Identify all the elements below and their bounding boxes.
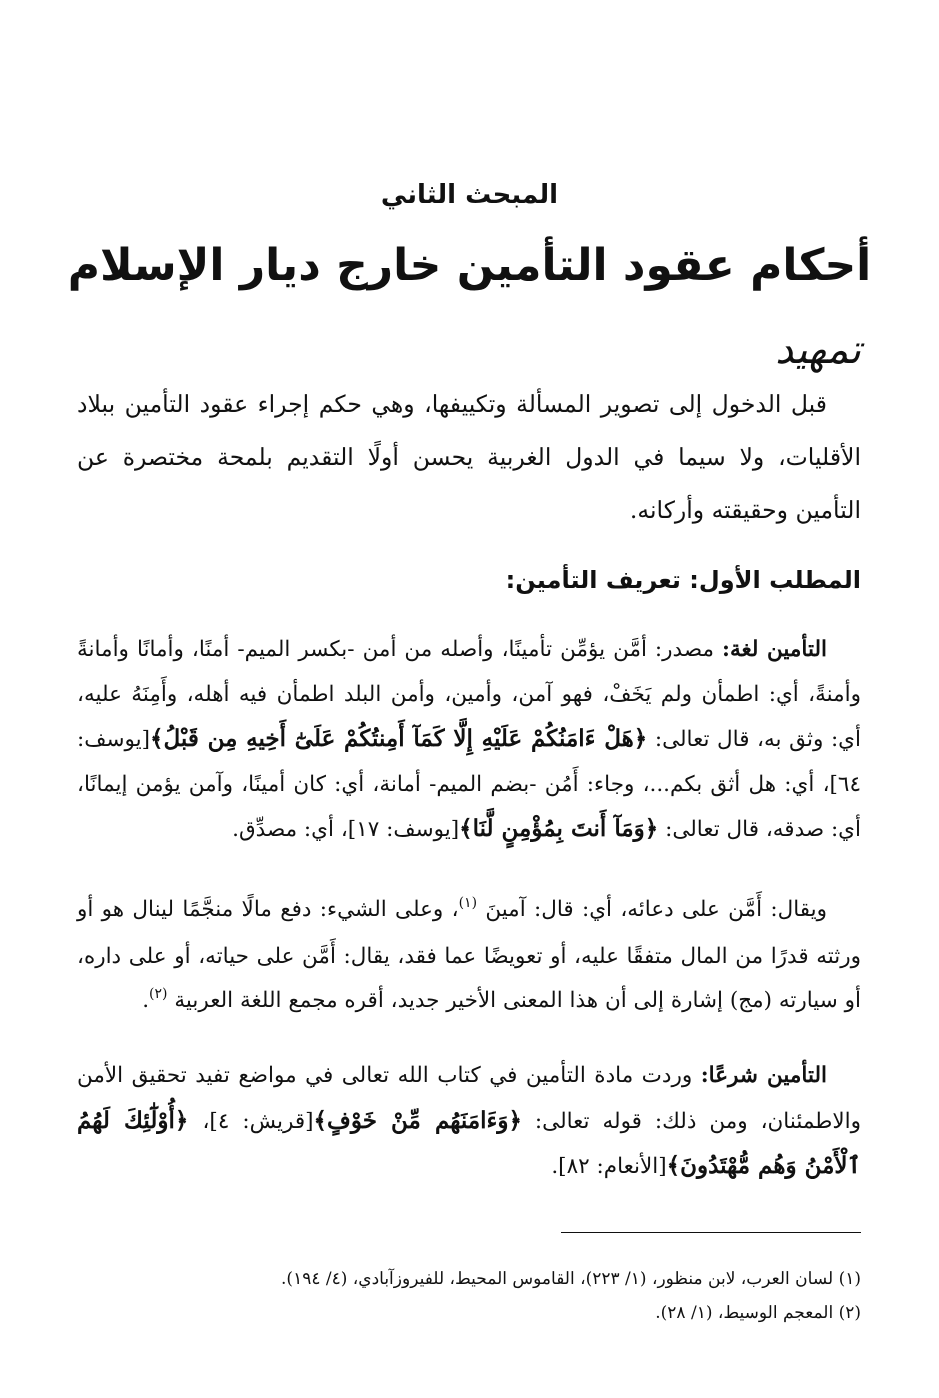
verse-reference: [الأنعام: ٨٢]. (551, 1154, 667, 1179)
footnotes (77, 1262, 861, 1330)
quran-verse: ﴿وَءَامَنَهُم مِّنْ خَوْفٍ﴾ (313, 1106, 522, 1134)
footnote-marker: (٢) (149, 986, 168, 1002)
footnote-marker: (١) (458, 895, 478, 911)
footnote-divider (561, 1232, 861, 1233)
paragraph-text: وردت مادة التأمين في كتاب الله تعالى في مواضع تفيد تحقيق الأمن والاطمئنان، ومن ذلك: قوله تعالى: (77, 1063, 861, 1134)
sharia-definition-paragraph (77, 1054, 861, 1190)
quran-verse: ﴿أُوْلَٰٓئِكَ لَهُمُ ٱلْأَمْنُ وَهُم مُّهْتَدُونَ﴾ (77, 1106, 861, 1179)
paragraph-text: أي: مصدِّق. (232, 817, 341, 842)
section-number: المبحث الثاني (380, 180, 559, 210)
quran-verse: ﴿وَمَآ أَنتَ بِمُؤْمِنٍ لَّنَا﴾ (459, 815, 659, 842)
intro-heading: تمهيد (775, 327, 861, 373)
language-definition-lead: التأمين لغة: (722, 637, 827, 662)
language-definition-paragraph (77, 628, 861, 853)
paragraph-text: ويقال: أَمَّن على دعائه، أي: قال: آمينَ (477, 897, 827, 922)
footnote-1: (١) لسان العرب، لابن منظور، (١/ ٢٢٣)، القاموس المحيط، للفيروزآبادي، (٤/ ١٩٤). (281, 1269, 861, 1289)
footnote-2: (٢) المعجم الوسيط، (١/ ٢٨). (655, 1303, 861, 1323)
usage-paragraph (77, 888, 861, 1026)
paragraph-text: . (142, 988, 150, 1013)
paragraph-text: ، وعلى الشيء: دفع مالًا منجَّمًا لينال هو أو ورثته قدرًا من المال متفقًا عليه، أو تعويضًا عما فقد، يقال: أَمَّن على حياته، أو على داره، أو سيارته (مج) إشارة إلى أن هذا المعنى الأخير جديد، أقره مجمع اللغة العربية (77, 897, 861, 1013)
verse-reference: [يوسف: ١٧]، (340, 817, 460, 842)
paragraph-text: أي: هل أثق بكم...، وجاء: أَمُن -بضم الميم- أمانة، أي: كان أمينًا، وآمن يؤمن إيمانًا، أي: صدقه، قال تعالى: (77, 771, 861, 842)
verse-reference: [يوسف: ٦٤]، (77, 727, 861, 797)
paragraph-text: مصدر: أمَّن يؤمِّن تأمينًا، وأصله من أمن -بكسر الميم- أمنًا، وأمانًا وأمانةً وأمنةً، أي: اطمأن ولم يَخَفْ، فهو آمن، وأمين، وأمن البلد اطمأن فيه أهله، وأَمِنَهُ عليه، أي: وثق به، قال تعالى: (77, 637, 861, 752)
intro-paragraph: قبل الدخول إلى تصوير المسألة وتكييفها، وهي حكم إجراء عقود التأمين ببلاد الأقليات، ولا سيما في الدول الغربية يحسن أولًا التقديم بلمحة مختصرة عن التأمين وحقيقته وأركانه. (77, 390, 861, 524)
quran-verse: ﴿هَلْ ءَامَنُكُمْ عَلَيْهِ إِلَّا كَمَآ أَمِنتُكُمْ عَلَىٰٓ أَخِيهِ مِن قَبْلُ﴾ (150, 725, 648, 752)
section-title: أحكام عقود التأمين خارج ديار الإسلام (67, 240, 872, 291)
verse-reference: [قريش: ٤]، (202, 1108, 314, 1134)
sharia-definition-lead: التأمين شرعًا: (700, 1063, 827, 1088)
subsection-heading: المطلب الأول: تعريف التأمين: (505, 566, 861, 594)
